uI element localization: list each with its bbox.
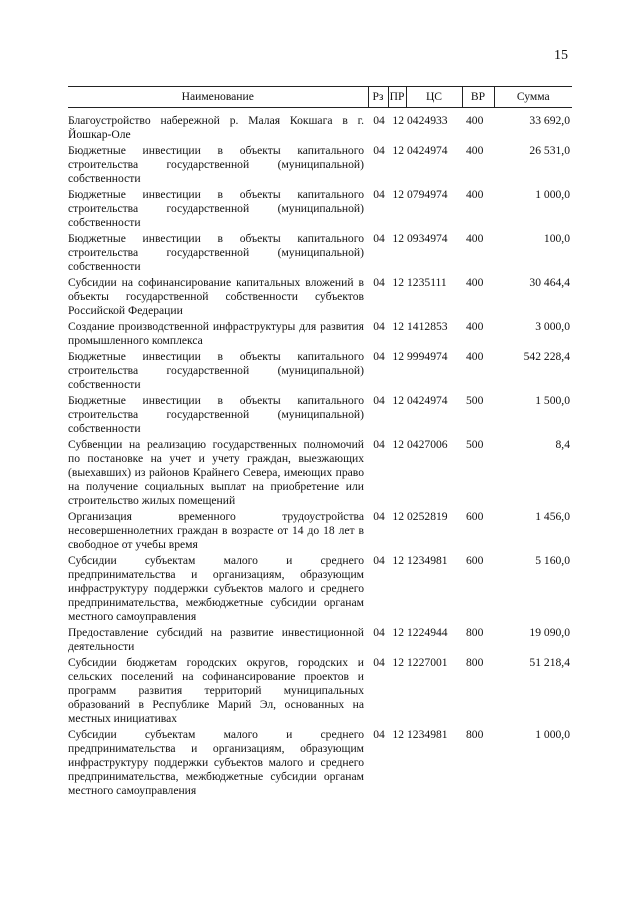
table-row: [68, 231, 572, 275]
cell-cs: 0424974: [407, 144, 448, 157]
cell-rz: 04: [373, 626, 385, 639]
cell-sum: 100,0: [543, 232, 570, 245]
cell-cs: 0794974: [407, 188, 448, 201]
cell-cs: 1234981: [407, 554, 448, 567]
table-header-row: [68, 87, 572, 108]
cell-cs: 0427006: [407, 438, 448, 451]
cell-vr: 400: [466, 144, 484, 157]
cell-vr: 800: [466, 656, 484, 669]
cell-pr: 12: [392, 320, 404, 333]
cell-name: Бюджетные инвестиции в объекты капитального строительства государственной (муниципальной) собственности: [68, 350, 364, 391]
table-row: [68, 349, 572, 393]
cell-name: Субсидии субъектам малого и среднего предпринимательства и организациям, образующим инфраструктуру поддержки субъектов малого и среднего предпринимательства, межбюджетные субсидии органам местного самоуправления: [68, 728, 364, 797]
cell-rz: 04: [373, 350, 385, 363]
cell-vr: 500: [466, 438, 484, 451]
cell-sum: 51 218,4: [529, 656, 570, 669]
cell-rz: 04: [373, 144, 385, 157]
cell-rz: 04: [373, 554, 385, 567]
table-row: [68, 727, 572, 799]
cell-pr: 12: [392, 656, 404, 669]
table-row: [68, 275, 572, 319]
cell-pr: 12: [392, 232, 404, 245]
cell-name: Субвенции на реализацию государственных полномочий по постановке на учет и учету граждан, выезжающих (выехавших) из районов Крайнего Севера, имеющих право на получение социальных выплат на приобретение или строительство жилых помещений: [68, 438, 364, 507]
cell-name: Бюджетные инвестиции в объекты капитального строительства государственной (муниципальной) собственности: [68, 144, 364, 185]
cell-rz: 04: [373, 114, 385, 127]
table-row: [68, 187, 572, 231]
cell-pr: 12: [392, 144, 404, 157]
cell-name: Бюджетные инвестиции в объекты капитального строительства государственной (муниципальной) собственности: [68, 188, 364, 229]
table-row: [68, 143, 572, 187]
cell-cs: 0252819: [407, 510, 448, 523]
cell-sum: 19 090,0: [529, 626, 570, 639]
cell-rz: 04: [373, 320, 385, 333]
cell-vr: 400: [466, 320, 484, 333]
cell-sum: 1 000,0: [535, 728, 570, 741]
cell-sum: 26 531,0: [529, 144, 570, 157]
cell-vr: 600: [466, 554, 484, 567]
cell-sum: 3 000,0: [535, 320, 570, 333]
table-row: [68, 437, 572, 509]
cell-pr: 12: [392, 188, 404, 201]
header-vr: ВР: [462, 87, 494, 108]
cell-rz: 04: [373, 656, 385, 669]
cell-pr: 12: [392, 554, 404, 567]
cell-pr: 12: [392, 394, 404, 407]
cell-vr: 400: [466, 350, 484, 363]
cell-name: Благоустройство набережной р. Малая Кокшага в г. Йошкар-Оле: [68, 114, 364, 141]
cell-vr: 400: [466, 232, 484, 245]
cell-name: Бюджетные инвестиции в объекты капитального строительства государственной (муниципальной) собственности: [68, 394, 364, 435]
cell-sum: 5 160,0: [535, 554, 570, 567]
cell-name: Предоставление субсидий на развитие инвестиционной деятельности: [68, 626, 364, 653]
cell-cs: 1235111: [407, 276, 447, 289]
table-row: [68, 393, 572, 437]
cell-sum: 542 228,4: [523, 350, 570, 363]
cell-pr: 12: [392, 626, 404, 639]
cell-sum: 30 464,4: [529, 276, 570, 289]
table-body: [68, 108, 572, 800]
cell-name: Субсидии субъектам малого и среднего предпринимательства и организациям, образующим инфраструктуру поддержки субъектов малого и среднего предпринимательства, межбюджетные субсидии органам местного самоуправления: [68, 554, 364, 623]
cell-vr: 800: [466, 626, 484, 639]
cell-rz: 04: [373, 232, 385, 245]
cell-sum: 33 692,0: [529, 114, 570, 127]
table-row: [68, 319, 572, 349]
cell-pr: 12: [392, 728, 404, 741]
cell-pr: 12: [392, 276, 404, 289]
cell-cs: 1227001: [407, 656, 448, 669]
header-pr: ПР: [388, 87, 406, 108]
cell-rz: 04: [373, 728, 385, 741]
cell-rz: 04: [373, 394, 385, 407]
cell-vr: 400: [466, 114, 484, 127]
table-row: [68, 509, 572, 553]
page-number: 15: [554, 48, 568, 63]
header-cs: ЦС: [406, 87, 462, 108]
cell-pr: 12: [392, 350, 404, 363]
table-row: [68, 553, 572, 625]
cell-vr: 800: [466, 728, 484, 741]
cell-pr: 12: [392, 114, 404, 127]
cell-sum: 1 456,0: [535, 510, 570, 523]
cell-cs: 0424933: [407, 114, 448, 127]
cell-name: Создание производственной инфраструктуры для развития промышленного комплекса: [68, 320, 364, 347]
cell-cs: 1224944: [407, 626, 448, 639]
cell-name: Субсидии бюджетам городских округов, городских и сельских поселений на софинансирование проектов и программ развития территорий муниципальных образований в Республике Марий Эл, основанных на местных инициативах: [68, 656, 364, 725]
cell-pr: 12: [392, 438, 404, 451]
cell-cs: 1412853: [407, 320, 448, 333]
cell-cs: 9994974: [407, 350, 448, 363]
cell-name: Организация временного трудоустройства несовершеннолетних граждан в возрасте от 14 до 18 лет в свободное от учебы время: [68, 510, 364, 551]
header-name: Наименование: [68, 87, 368, 108]
table-row: [68, 655, 572, 727]
cell-cs: 0934974: [407, 232, 448, 245]
cell-cs: 1234981: [407, 728, 448, 741]
cell-rz: 04: [373, 276, 385, 289]
cell-name: Бюджетные инвестиции в объекты капитального строительства государственной (муниципальной) собственности: [68, 232, 364, 273]
cell-cs: 0424974: [407, 394, 448, 407]
table-row: [68, 625, 572, 655]
cell-vr: 600: [466, 510, 484, 523]
cell-sum: 1 000,0: [535, 188, 570, 201]
table-row: [68, 108, 572, 144]
cell-sum: 8,4: [555, 438, 570, 451]
cell-vr: 400: [466, 188, 484, 201]
cell-vr: 500: [466, 394, 484, 407]
cell-rz: 04: [373, 510, 385, 523]
cell-rz: 04: [373, 188, 385, 201]
cell-sum: 1 500,0: [535, 394, 570, 407]
header-sum: Сумма: [494, 87, 572, 108]
header-rz: Рз: [368, 87, 388, 108]
cell-rz: 04: [373, 438, 385, 451]
budget-table: [68, 86, 572, 799]
cell-pr: 12: [392, 510, 404, 523]
cell-name: Субсидии на софинансирование капитальных вложений в объекты государственной собственности субъектов Российской Федерации: [68, 276, 364, 317]
cell-vr: 400: [466, 276, 484, 289]
